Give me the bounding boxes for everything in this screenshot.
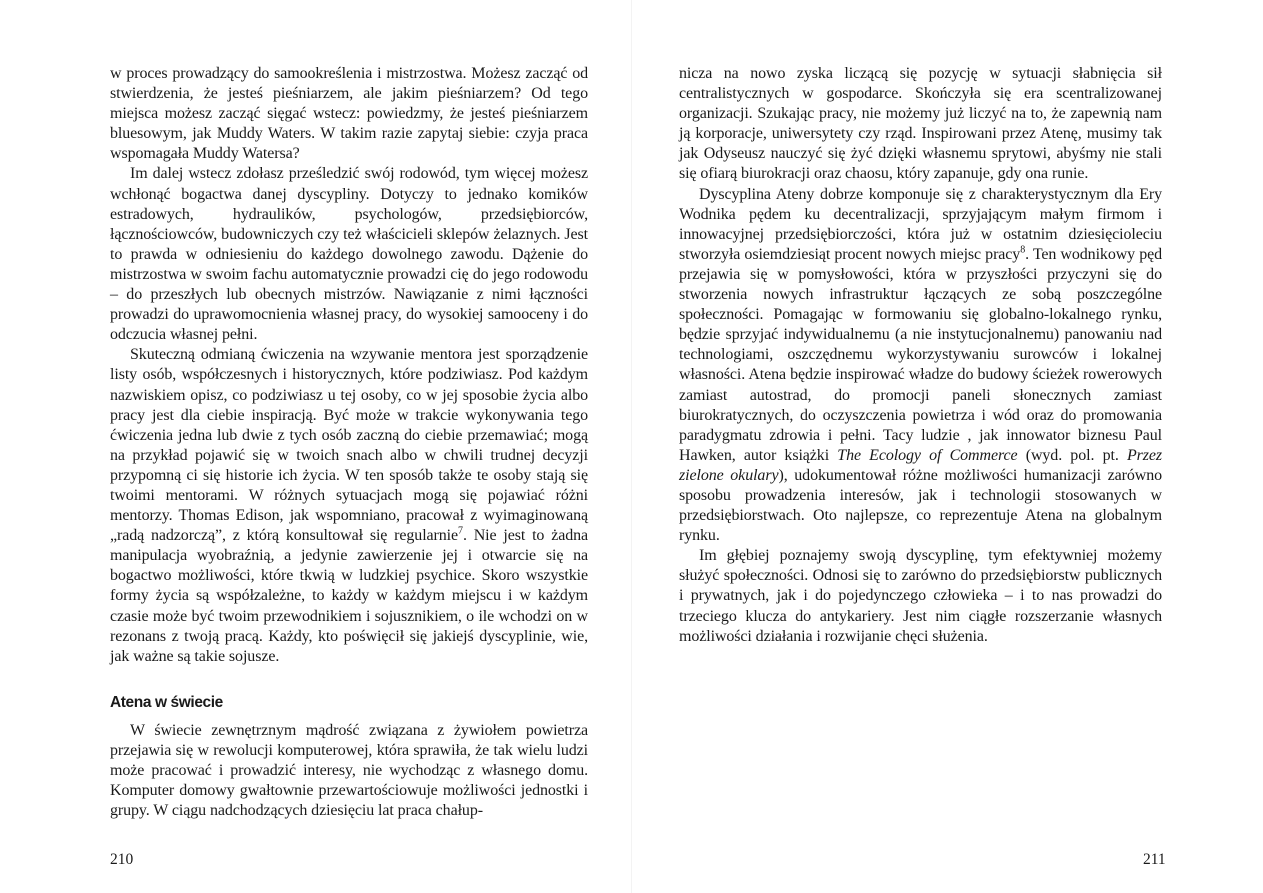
section-heading: Atena w świecie bbox=[110, 693, 223, 711]
right-page-body bbox=[679, 64, 1162, 647]
paragraph bbox=[110, 345, 588, 667]
paragraph-text: . Nie jest to żadna manipulacja wyobraźnią, a jedynie zawierzenie jej i otwarcie się na bogactwo możliwości, które tkwią w ludzkiej psychice. Skoro wszystkie formy życia są współzależne, to każdy w każdym miejscu i w każdym czasie może być twoim przewodnikiem i sojusznikiem, o ile wchodzi on w rezonans z twoją pracą. Każdy, kto poświęcił się jakiejś dyscyplinie, wie, jak ważne są takie sojusze. bbox=[110, 527, 588, 665]
footnote-mark: 8 bbox=[1020, 244, 1026, 256]
paragraph: Im dalej wstecz zdołasz prześledzić swój rodowód, tym więcej możesz wchłonąć bogactwa danej dyscypliny. Dotyczy to jednako komików estradowych, hydraulików, psychologów, przedsiębiorców, łącznościowców, budowniczych czy też właścicieli sklepów żelaznych. Jest to prawda w odniesieniu do każdego dowolnego zawodu. Dążenie do mistrzostwa w swoim fachu automatycznie prowadzi cię do jego rodowodu – do przeszłych lub obecnych mistrzów. Nawiązanie z nimi łączności prowadzi do uprawomocnienia własnej pracy, do wysokiej samooceny i do odczucia własnej pełni. bbox=[110, 165, 588, 344]
paragraph: w proces prowadzący do samookreślenia i mistrzostwa. Możesz zacząć od stwierdzenia, że jesteś pieśniarzem, ale jakim pieśniarzem? Od tego miejsca możesz zacząć sięgać wstecz: powiedzmy, że jesteś pieśniarzem bluesowym, jak Muddy Waters. W takim razie zapytaj siebie: czyja praca wspomagała Muddy Watersa? bbox=[110, 65, 588, 163]
page-number: 211 bbox=[1143, 851, 1166, 868]
paragraph-text: (wyd. pol. pt. bbox=[1017, 446, 1127, 464]
footnote-mark: 7 bbox=[458, 525, 463, 537]
paragraph: Im głębiej poznajemy swoją dyscyplinę, tym efektywniej możemy służyć społeczności. Odnosi się to zarówno do przedsiębiorstw publicznych i prywatnych, jak i do pojedynczego człowieka – i to nas prowadzi do trzeciego klucza do antykariery. Jest nim ciągłe rozszerzanie własnych możliwości działania i rozwijanie chęci służenia. bbox=[679, 547, 1162, 645]
left-page-body bbox=[110, 64, 588, 821]
paragraph-text: Dyscyplina Ateny dobrze komponuje się z charakterystycznym dla Ery Wodnika pędem ku decentralizacji, sprzyjającym małym firmom i innowacyjnej przedsiębiorczości, która już w ostatnim dziesięcioleciu stworzyła osiemdziesiąt procent nowych miejsc pracy bbox=[679, 185, 1162, 263]
paragraph-text: . Ten wodnikowy pęd przejawia się w pomysłowości, która w przyszłości przyczyni się do stworzenia nowych infrastruktur łączących ze sobą poszczególne społeczności. Pomagając w formowaniu się globalno-lokalnego rynku, będzie sprzyjać indywidualnemu (a nie instytucjonalnemu) panowaniu nad technologiami, oszczędnemu wykorzystywaniu surowców i lokalnej własności. Atena będzie inspirować władze do budowy ścieżek rowerowych zamiast autostrad, do promocji paneli słonecznych zamiast biurokratycznych, do oczyszczenia powietrza i wód oraz do promowania paradygmatu zdrowia i pełni. Tacy ludzie , jak innowator biznesu Paul Hawken, autor książki bbox=[679, 245, 1163, 464]
paragraph bbox=[679, 185, 1162, 547]
right-page bbox=[632, 0, 1263, 893]
book-title-polish: Przez zielone okulary bbox=[679, 446, 1162, 484]
paragraph: W świecie zewnętrznym mądrość związana z żywiołem powietrza przejawia się w rewolucji komputerowej, która sprawiła, że tak wielu ludzi może pracować i prowadzić interesy, nie wychodząc z własnego domu. Komputer domowy gwałtownie przewartościowuje możliwości jednostki i grupy. W ciągu nadchodzących dziesięciu lat praca chałup- bbox=[110, 721, 588, 820]
left-page bbox=[0, 0, 631, 893]
paragraph-text: ), udokumentował różne możliwości humanizacji zarówno sposobu prowadzenia interesów, jak i technologii stosowanych w przedsiębiorstwach. Oto najlepsze, co reprezentuje Atena na globalnym rynku. bbox=[679, 466, 1162, 545]
paragraph: nicza na nowo zyska liczącą się pozycję w sytuacji słabnięcia sił centralistycznych w gospodarce. Skończyła się era scentralizowanej organizacji. Szukając pracy, nie możemy już liczyć na to, że zapewnią nam ją korporacje, uniwersytety czy rząd. Inspirowani przez Atenę, musimy tak jak Odyseusz nauczyć się żyć dzięki własnemu sprytowi, abyśmy nie stali się ofiarą biurokracji oraz chaosu, który zapanuje, gdy ona runie. bbox=[679, 65, 1162, 183]
book-title: The Ecology of Commerce bbox=[837, 446, 1018, 464]
paragraph-text: Skuteczną odmianą ćwiczenia na wzywanie mentora jest sporządzenie listy osób, współczesnych i historycznych, które podziwiasz. Pod każdym nazwiskiem opisz, co podziwiasz u tej osoby, co w jej sposobie życia albo pracy jest dla ciebie inspiracją. Być może w trakcie wykonywania tego ćwiczenia jedna lub dwie z tych osób zaczną do ciebie przemawiać; mogą na przykład pojawić się w twoich snach albo w chwili trudnej decyzji przypomną ci się historie ich życia. W ten sposób także te osoby stają się twoimi mentorami. W różnych sytuacjach mogą się pojawiać różni mentorzy. Thomas Edison, jak wspomniano, pracował z wyimaginowaną „radą nadzorczą”, z którą konsultował się regularnie bbox=[110, 346, 588, 545]
page-number: 210 bbox=[110, 851, 134, 868]
